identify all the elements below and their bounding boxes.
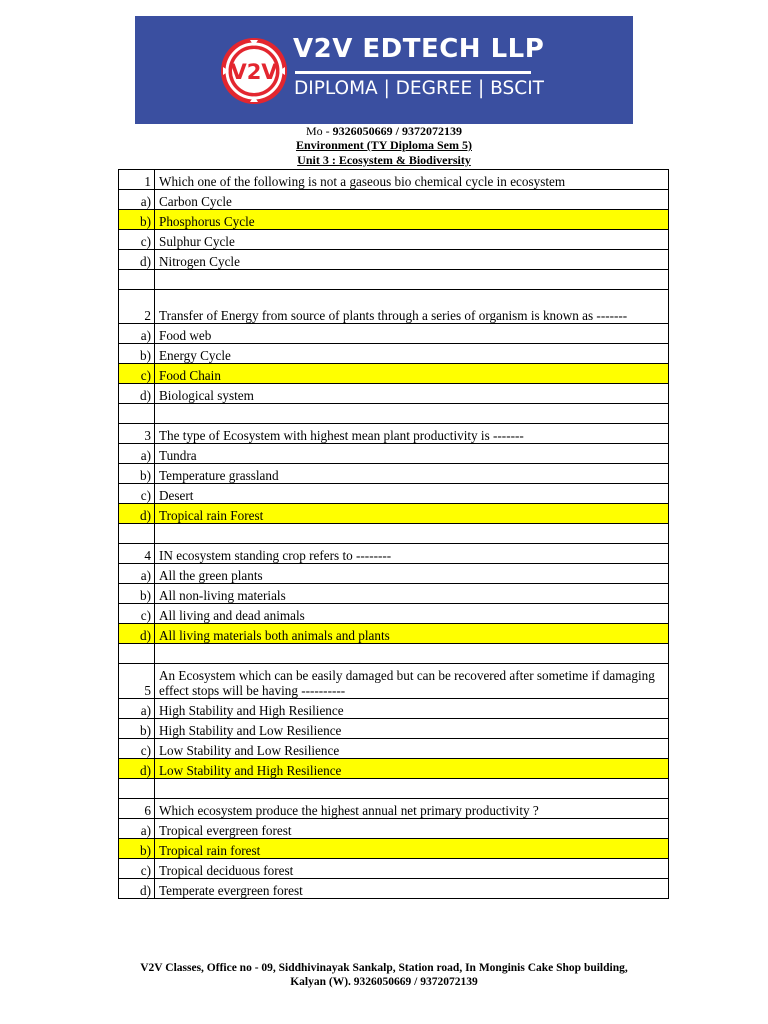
option-row	[119, 739, 669, 759]
row-text	[155, 524, 669, 544]
option-row	[119, 190, 669, 210]
row-text	[155, 404, 669, 424]
question-row	[119, 290, 669, 324]
contact-numbers: 9326050669 / 9372072139	[332, 124, 462, 138]
option-row	[119, 324, 669, 344]
option-row	[119, 444, 669, 464]
row-text: An Ecosystem which can be easily damaged but can be recovered after sometime if damaging effect stops will be having ----------	[155, 664, 669, 699]
spacer-row	[119, 779, 669, 799]
option-row	[119, 699, 669, 719]
row-number: c)	[119, 230, 155, 250]
row-text: All the green plants	[155, 564, 669, 584]
row-text: High Stability and Low Resilience	[155, 719, 669, 739]
spacer-row	[119, 270, 669, 290]
option-row	[119, 484, 669, 504]
row-text	[155, 779, 669, 799]
row-text: Which ecosystem produce the highest annual net primary productivity ?	[155, 799, 669, 819]
row-number: a)	[119, 699, 155, 719]
row-number: c)	[119, 484, 155, 504]
answer-text: Low Stability and High Resilience	[155, 759, 669, 779]
row-number: 6	[119, 799, 155, 819]
answer-text: Tropical rain forest	[155, 839, 669, 859]
row-number: d)	[119, 384, 155, 404]
option-row	[119, 504, 669, 524]
brand-tagline: DIPLOMA | DEGREE | BSCIT	[294, 78, 544, 99]
row-number: b)	[119, 464, 155, 484]
row-number: a)	[119, 444, 155, 464]
row-number	[119, 779, 155, 799]
option-row	[119, 719, 669, 739]
question-row	[119, 664, 669, 699]
option-row	[119, 564, 669, 584]
contact-prefix: Mo -	[305, 124, 333, 138]
row-text: Temperate evergreen forest	[155, 879, 669, 899]
row-number: d)	[119, 879, 155, 899]
mcq-table	[118, 169, 669, 899]
row-text: All living and dead animals	[155, 604, 669, 624]
footer-address	[0, 961, 768, 989]
row-number: d)	[119, 759, 155, 779]
row-number: b)	[119, 584, 155, 604]
row-number: a)	[119, 190, 155, 210]
row-text: Tropical evergreen forest	[155, 819, 669, 839]
row-number	[119, 524, 155, 544]
row-text: Energy Cycle	[155, 344, 669, 364]
answer-text: Food Chain	[155, 364, 669, 384]
row-text: Tundra	[155, 444, 669, 464]
row-text: High Stability and High Resilience	[155, 699, 669, 719]
row-text: Sulphur Cycle	[155, 230, 669, 250]
spacer-row	[119, 404, 669, 424]
question-row	[119, 424, 669, 444]
option-row	[119, 584, 669, 604]
row-text: Tropical deciduous forest	[155, 859, 669, 879]
option-row	[119, 250, 669, 270]
option-row	[119, 344, 669, 364]
row-text: Transfer of Energy from source of plants through a series of organism is known as -------	[155, 290, 669, 324]
row-number: 2	[119, 290, 155, 324]
logo-text: V2V	[230, 60, 278, 84]
row-number: c)	[119, 739, 155, 759]
row-text: Food web	[155, 324, 669, 344]
row-text: Nitrogen Cycle	[155, 250, 669, 270]
unit-title: Unit 3 : Ecosystem & Biodiversity	[297, 153, 471, 167]
row-number: d)	[119, 250, 155, 270]
row-number: 3	[119, 424, 155, 444]
row-number: 4	[119, 544, 155, 564]
spacer-row	[119, 644, 669, 664]
row-number: a)	[119, 819, 155, 839]
brand-banner	[135, 16, 633, 124]
answer-text: All living materials both animals and plants	[155, 624, 669, 644]
v2v-logo	[219, 36, 289, 106]
option-row	[119, 839, 669, 859]
row-number	[119, 404, 155, 424]
row-number: b)	[119, 210, 155, 230]
row-text: Biological system	[155, 384, 669, 404]
row-text: Temperature grassland	[155, 464, 669, 484]
question-row	[119, 544, 669, 564]
question-row	[119, 170, 669, 190]
option-row	[119, 230, 669, 250]
row-number: 5	[119, 664, 155, 699]
row-number	[119, 270, 155, 290]
row-number: c)	[119, 859, 155, 879]
option-row	[119, 819, 669, 839]
option-row	[119, 879, 669, 899]
answer-text: Tropical rain Forest	[155, 504, 669, 524]
row-text: Desert	[155, 484, 669, 504]
row-text	[155, 644, 669, 664]
option-row	[119, 604, 669, 624]
row-number: a)	[119, 324, 155, 344]
row-number: b)	[119, 719, 155, 739]
option-row	[119, 210, 669, 230]
contact-line	[0, 124, 768, 138]
row-text: Which one of the following is not a gaseous bio chemical cycle in ecosystem	[155, 170, 669, 190]
row-text: Carbon Cycle	[155, 190, 669, 210]
spacer-row	[119, 524, 669, 544]
row-text: The type of Ecosystem with highest mean plant productivity is -------	[155, 424, 669, 444]
option-row	[119, 859, 669, 879]
row-text: Low Stability and Low Resilience	[155, 739, 669, 759]
footer-line-2: Kalyan (W). 9326050669 / 9372072139	[290, 976, 478, 988]
row-number	[119, 644, 155, 664]
option-row	[119, 464, 669, 484]
footer-line-1: V2V Classes, Office no - 09, Siddhivinayak Sankalp, Station road, In Monginis Cake Shop building,	[140, 962, 628, 974]
row-number: d)	[119, 504, 155, 524]
row-number: a)	[119, 564, 155, 584]
row-number: c)	[119, 364, 155, 384]
option-row	[119, 364, 669, 384]
brand-divider	[295, 71, 531, 74]
answer-text: Phosphorus Cycle	[155, 210, 669, 230]
row-text: IN ecosystem standing crop refers to --------	[155, 544, 669, 564]
row-number: c)	[119, 604, 155, 624]
row-text	[155, 270, 669, 290]
row-number: 1	[119, 170, 155, 190]
question-row	[119, 799, 669, 819]
brand-name: V2V EDTECH LLP	[293, 34, 545, 64]
subject-title: Environment (TY Diploma Sem 5)	[295, 138, 472, 152]
option-row	[119, 624, 669, 644]
row-number: b)	[119, 839, 155, 859]
option-row	[119, 384, 669, 404]
row-number: d)	[119, 624, 155, 644]
option-row	[119, 759, 669, 779]
row-number: b)	[119, 344, 155, 364]
row-text: All non-living materials	[155, 584, 669, 604]
